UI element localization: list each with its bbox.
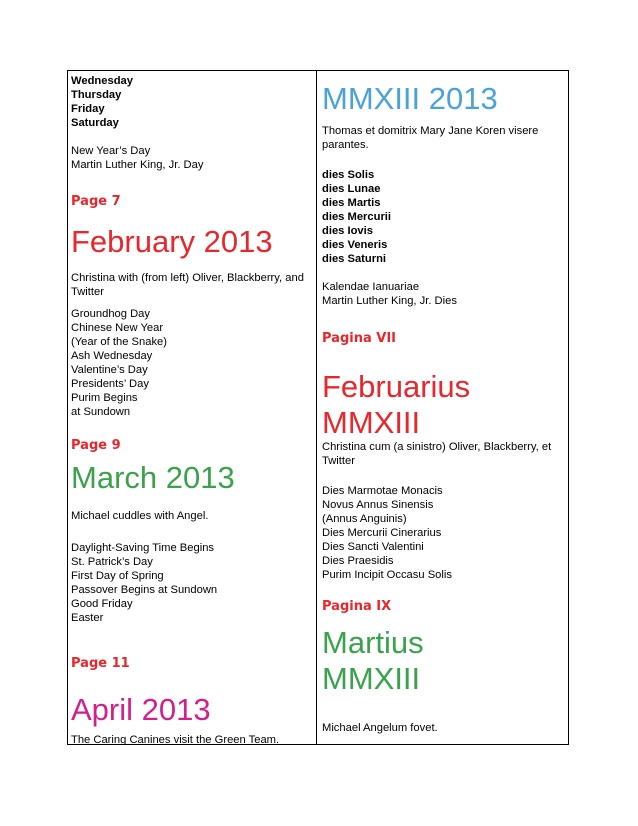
page-label-ix: Pagina IX — [322, 599, 392, 614]
latin-february-holiday-list — [322, 484, 564, 582]
weekday-item: Wednesday — [71, 75, 133, 87]
weekday-item: dies Solis — [322, 169, 375, 181]
latin-column — [317, 71, 568, 744]
latin-january-holiday-list — [322, 280, 564, 308]
weekday-item: dies Lunae — [322, 183, 381, 195]
april-title: April 2013 — [71, 692, 211, 727]
weekday-item: Friday — [71, 103, 105, 115]
holiday-item: Groundhog Day — [71, 308, 150, 320]
weekday-item: dies Veneris — [322, 239, 388, 251]
holiday-item: Martin Luther King, Jr. Day — [71, 159, 204, 171]
weekday-item: Thursday — [71, 89, 122, 101]
holiday-item: Valentine’s Day — [71, 364, 148, 376]
page-label-11: Page 11 — [71, 656, 130, 671]
march-holiday-list — [71, 541, 313, 625]
holiday-item: (Annus Anguinis) — [322, 513, 407, 525]
february-title: February 2013 — [71, 224, 273, 259]
holiday-item: Easter — [71, 612, 104, 624]
holiday-item: Dies Marmotae Monacis — [322, 485, 443, 497]
february-caption: Christina with (from left) Oliver, Blackberry, and Twitter — [71, 272, 304, 298]
english-column — [68, 71, 317, 744]
holiday-item: Kalendae Ianuariae — [322, 281, 420, 293]
weekday-item: dies Mercurii — [322, 211, 392, 223]
weekday-item: dies Martis — [322, 197, 381, 209]
february-holiday-list — [71, 307, 313, 419]
holiday-item: Chinese New Year — [71, 322, 164, 334]
holiday-item: Passover Begins at Sundown — [71, 584, 218, 596]
holiday-item: First Day of Spring — [71, 570, 164, 582]
weekday-item: dies Saturni — [322, 253, 387, 265]
weekday-list — [71, 74, 313, 130]
martius-title-line-1: Martius — [322, 625, 424, 660]
march-caption: Michael cuddles with Angel. — [71, 510, 209, 522]
holiday-item: Purim Incipit Occasu Solis — [322, 569, 452, 581]
page-label-vii: Pagina VII — [322, 331, 397, 346]
latin-weekday-list — [322, 168, 564, 266]
holiday-item: (Year of the Snake) — [71, 336, 167, 348]
january-holiday-list — [71, 144, 313, 172]
holiday-item: Novus Annus Sinensis — [322, 499, 434, 511]
holiday-item: at Sundown — [71, 406, 131, 418]
holiday-item: Dies Sancti Valentini — [322, 541, 424, 553]
weekday-item: Saturday — [71, 117, 119, 129]
holiday-item: Dies Mercurii Cinerarius — [322, 527, 442, 539]
weekday-item: dies Iovis — [322, 225, 373, 237]
holiday-item: Daylight-Saving Time Begins — [71, 542, 215, 554]
holiday-item: Presidents’ Day — [71, 378, 149, 390]
april-caption: The Caring Canines visit the Green Team. — [71, 734, 280, 744]
bilingual-calendar-table — [67, 70, 569, 745]
holiday-item: New Year’s Day — [71, 145, 151, 157]
februarius-caption: Christina cum (a sinistro) Oliver, Blackberry, et Twitter — [322, 441, 552, 467]
holiday-item: Good Friday — [71, 598, 133, 610]
holiday-item: St. Patrick’s Day — [71, 556, 153, 568]
holiday-item: Dies Praesidis — [322, 555, 394, 567]
martius-caption: Michael Angelum fovet. — [322, 722, 438, 734]
year-title: MMXIII 2013 — [322, 81, 498, 116]
page-label-9: Page 9 — [71, 438, 121, 453]
martius-title-line-2: MMXIII — [322, 661, 421, 696]
holiday-item: Martin Luther King, Jr. Dies — [322, 295, 457, 307]
march-title: March 2013 — [71, 460, 235, 495]
holiday-item: Ash Wednesday — [71, 350, 153, 362]
page-label-7: Page 7 — [71, 194, 121, 209]
februarius-title-line-1: Februarius — [322, 369, 471, 404]
intro-caption: Thomas et domitrix Mary Jane Koren visere parantes. — [322, 125, 539, 151]
holiday-item: Purim Begins — [71, 392, 138, 404]
februarius-title-line-2: MMXIII — [322, 405, 421, 440]
